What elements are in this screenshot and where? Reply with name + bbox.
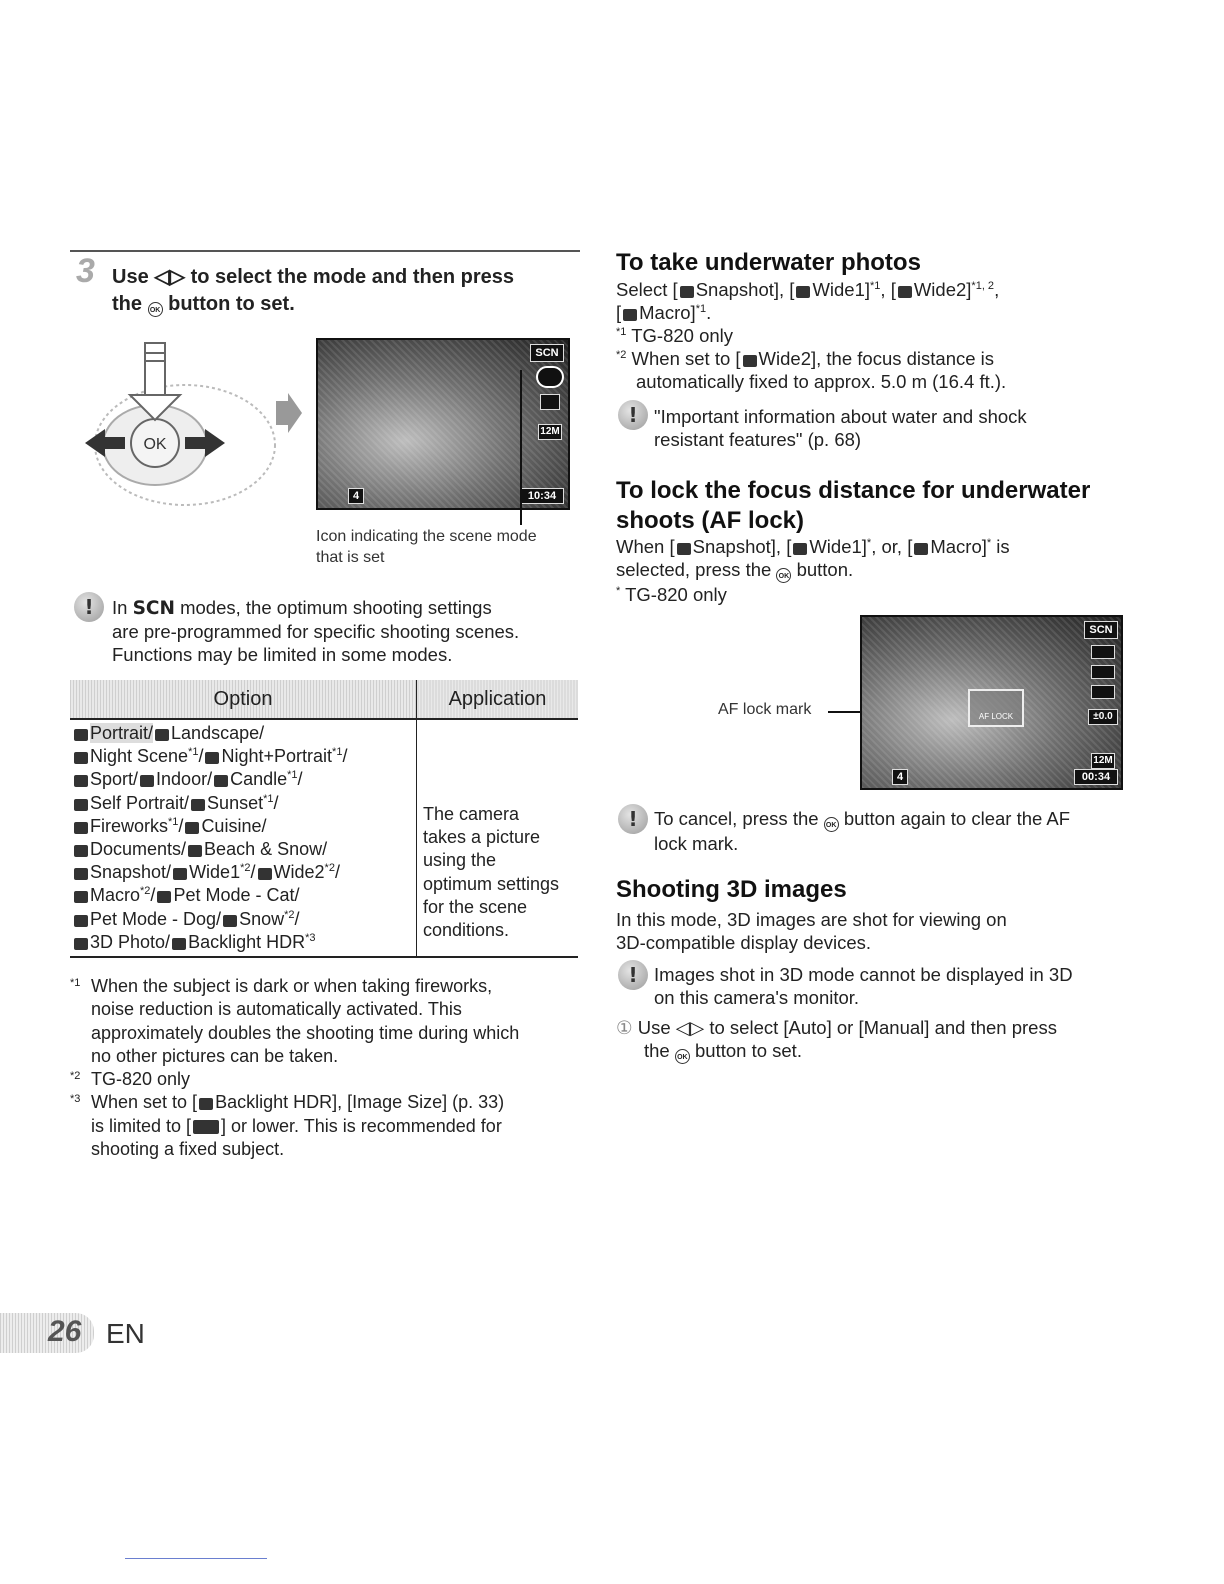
wide1-icon (173, 868, 187, 880)
lcd-exposure-value: ±0.0 (1088, 709, 1118, 725)
table-row: Sport/ Indoor/ Candle$^{*1}$/ (72, 768, 416, 791)
table-row: Pet Mode - Dog/ Snow$^{*2}$/ (72, 908, 416, 931)
self-portrait-icon (74, 799, 88, 811)
lcd-size-icon: 12M (1091, 753, 1115, 769)
af-lock-title: To lock the focus distance for underwater shoots (AF lock) (616, 477, 1091, 534)
documents-icon (74, 845, 88, 857)
wide2-icon (898, 286, 912, 298)
3d-photo-icon (74, 938, 88, 950)
figure-caption: Icon indicating the scene mode that is set (316, 528, 537, 566)
af-lock-body: When [ Snapshot], [ Wide1]*, or, [ Macro]* is selected, press the OK button. * TG-820 only (616, 536, 1010, 605)
wide1-icon (796, 286, 810, 298)
macro-icon (914, 543, 928, 555)
snapshot-icon (74, 868, 88, 880)
beach-snow-icon (188, 845, 202, 857)
footnote-3: *3 When set to [ Backlight HDR], [Image Size] (p. 33) is limited to [ ] or lower. This is recommended for shooting a fixed subject. (70, 1092, 505, 1160)
wide2-icon (258, 868, 272, 880)
indoor-icon (140, 775, 154, 787)
table-row: Portrait/ Landscape/ (72, 722, 416, 745)
step-3-heading (112, 264, 582, 318)
ok-button-icon: OK (824, 817, 839, 832)
underwater-body: Select [ Snapshot], [ Wide1]$^{*1}$, [ Wide2]$^{*1, 2}$, [ Macro]$^{*1}$. $^{*1}$ TG-820 only $^{*2}$ When set to [ Wide2], the focus distance is automatically fixed to approx. 5.0 m (16.4 ft.). (616, 279, 1007, 392)
lcd-mode-icon (1091, 645, 1115, 659)
ok-dial-label: OK (143, 436, 167, 453)
macro-icon (623, 309, 637, 321)
night-portrait-icon (205, 752, 219, 764)
table-row: 3D Photo/ Backlight HDR$^{*3}$ (72, 931, 416, 954)
macro-icon (74, 891, 88, 903)
pet-dog-icon (74, 915, 88, 927)
af-lock-lcd-preview (860, 615, 1123, 790)
table-row: Documents/ Beach & Snow/ (72, 838, 416, 861)
underwater-note: "Important information about water and shock resistant features" (p. 68) (654, 406, 1027, 450)
scene-mode-lcd-preview (316, 338, 570, 510)
table-row: Macro$^{*2}$/ Pet Mode - Cat/ (72, 884, 416, 907)
lcd-scn-icon: SCN (530, 344, 564, 362)
wide1-icon (793, 543, 807, 555)
table-row: Fireworks$^{*1}$/ Cuisine/ (72, 815, 416, 838)
footnote-1: *1 When the subject is dark or when taking fireworks, noise reduction is automatically activated. This approximately doubles the shooting time during which no other pictures can be taken. (70, 976, 520, 1066)
lcd-time: 10:34 (520, 488, 564, 504)
af-lock-frame: AF LOCK (968, 689, 1024, 727)
hint-icon (618, 400, 648, 430)
table-option-cell (70, 719, 417, 957)
step-3-line1: Use ◁▷ to select the mode and then press (112, 266, 514, 288)
page-number: 26 (48, 1315, 82, 1348)
language-code: EN (106, 1318, 145, 1349)
callout-line (520, 370, 522, 525)
hint-icon (74, 592, 104, 622)
backlight-hdr-icon (199, 1098, 213, 1110)
table-row: Snapshot/ Wide1$^{*2}$/ Wide2$^{*2}$/ (72, 861, 416, 884)
shooting-3d-step: ① Use ◁▷ to select [Auto] or [Manual] and then press the OK button to set. (616, 1016, 1116, 1064)
snapshot-icon (680, 286, 694, 298)
underwater-title: To take underwater photos (616, 249, 921, 276)
transition-arrow-icon (276, 393, 302, 433)
ok-button-icon: OK (776, 568, 791, 583)
af-cancel-note: To cancel, press the OK button again to clear the AF lock mark. (654, 808, 1071, 854)
ok-button-icon: OK (148, 302, 163, 317)
cuisine-icon (185, 822, 199, 834)
snow-icon (223, 915, 237, 927)
ok-button-icon: OK (675, 1049, 690, 1064)
scn-label: SCN (132, 598, 175, 619)
sunset-icon (191, 799, 205, 811)
step-3-number: 3 (76, 252, 95, 290)
top-rule (70, 250, 580, 252)
hint-icon (618, 804, 648, 834)
lcd-scn-icon: SCN (1084, 621, 1118, 639)
footnote-2: *2 TG-820 only (70, 1069, 191, 1090)
table-row: Self Portrait/ Sunset$^{*1}$/ (72, 792, 416, 815)
portrait-icon (74, 729, 88, 741)
lcd-count: 4 (892, 769, 908, 785)
lcd-portrait-mode-icon (536, 366, 564, 388)
lcd-macro-icon (1091, 685, 1115, 699)
camera-dial-illustration (80, 335, 310, 515)
pet-cat-icon (157, 891, 171, 903)
backlight-hdr-icon (172, 938, 186, 950)
candle-icon (214, 775, 228, 787)
lcd-time: 00:34 (1074, 769, 1118, 785)
table-header-option: Option (70, 680, 417, 719)
scene-mode-table (70, 680, 578, 958)
bottom-rule (125, 1558, 267, 1559)
left-footnotes (70, 975, 570, 1161)
shooting-3d-body: In this mode, 3D images are shot for viewing on 3D-compatible display devices. (616, 909, 1007, 953)
landscape-icon (155, 729, 169, 741)
table-row: Night Scene$^{*1}$/ Night+Portrait$^{*1}$/ (72, 745, 416, 768)
sport-icon (74, 775, 88, 787)
af-lock-mark-label: AF lock mark (718, 701, 812, 718)
lcd-flash-icon (540, 394, 560, 410)
5m-size-icon (193, 1120, 219, 1134)
lcd-size-icon: 12M (538, 424, 562, 440)
lcd-flash-icon (1091, 665, 1115, 679)
snapshot-icon (677, 543, 691, 555)
shooting-3d-title: Shooting 3D images (616, 876, 847, 903)
step-3-line2: the OK button to set. (112, 293, 295, 315)
press-arrow-shaft (145, 343, 165, 398)
table-application-cell: The camera takes a picture using the optimum settings for the scene conditions. (417, 719, 579, 957)
scn-note: In SCN modes, the optimum shooting settings are pre-programmed for specific shooting scenes. Functions may be limited in some modes. (112, 597, 520, 665)
shooting-3d-note: Images shot in 3D mode cannot be displayed in 3D on this camera's monitor. (654, 964, 1073, 1008)
table-header-application: Application (417, 680, 579, 719)
night-scene-icon (74, 752, 88, 764)
lcd-count: 4 (348, 488, 364, 504)
wide2-icon (743, 355, 757, 367)
fireworks-icon (74, 822, 88, 834)
hint-icon (618, 960, 648, 990)
